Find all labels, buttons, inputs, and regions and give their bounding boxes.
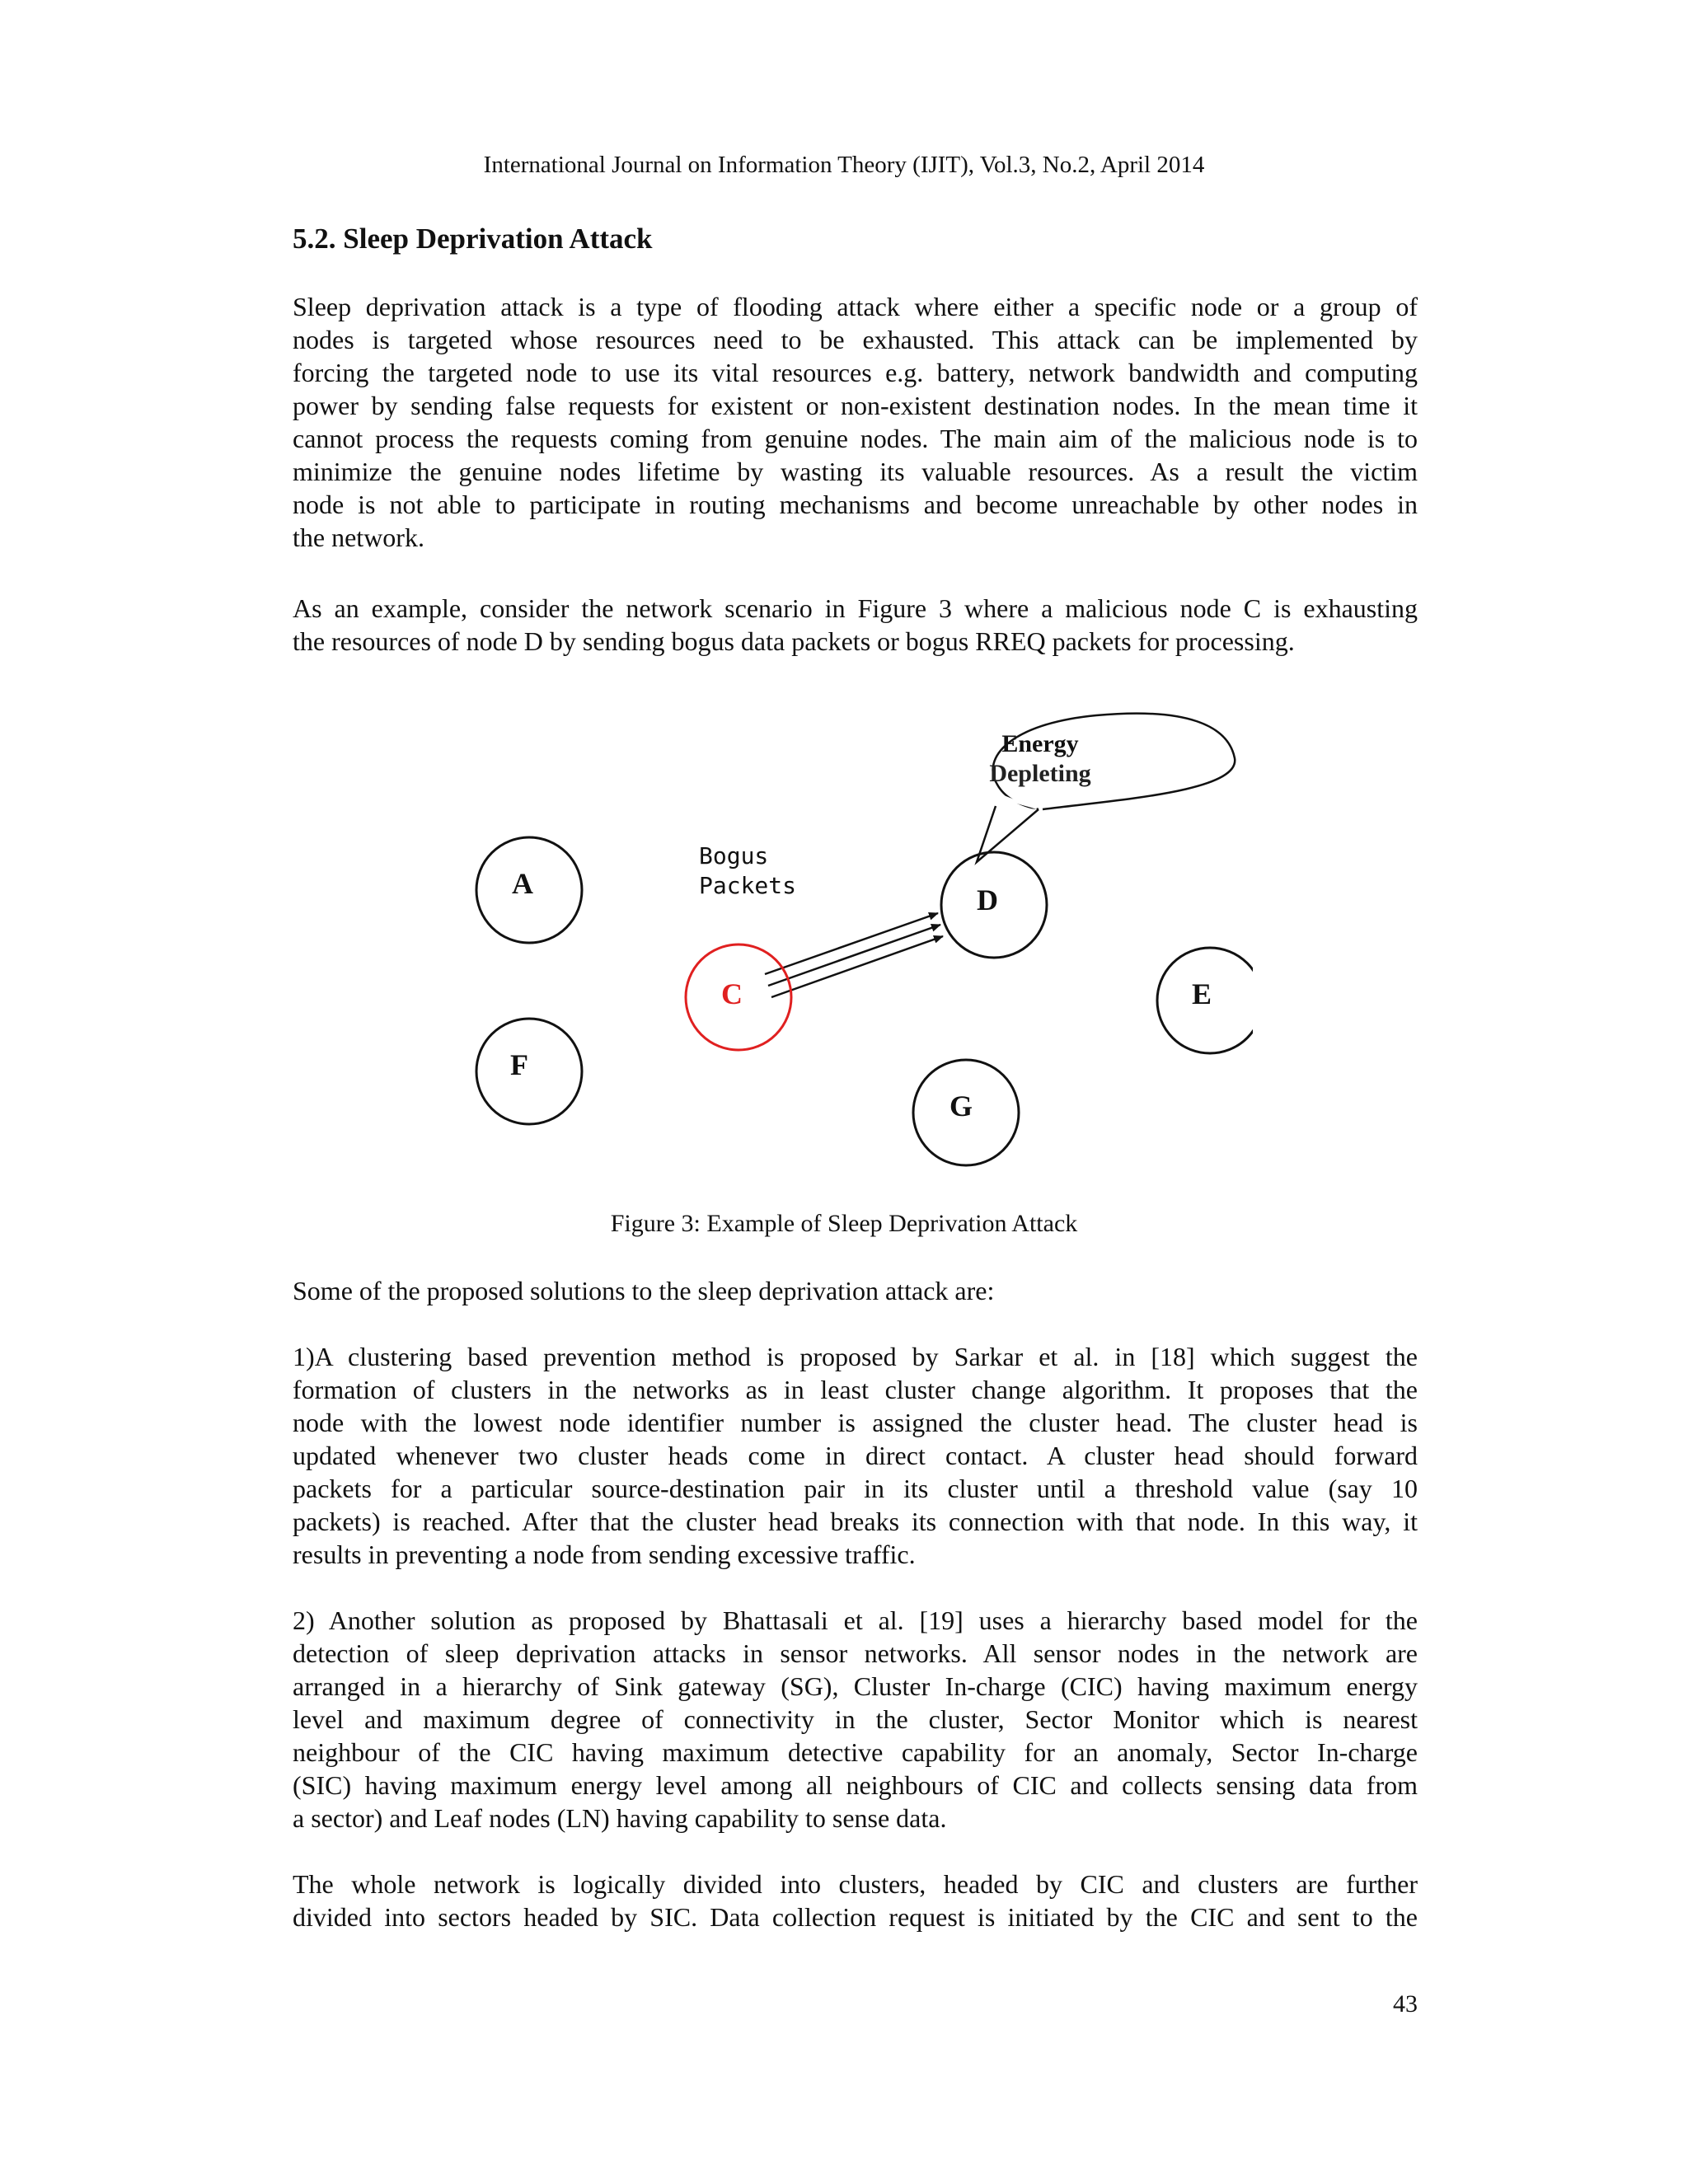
paragraph-line: forcing the targeted node to use its vital resources e.g. battery, network bandwidth and computing bbox=[293, 358, 1418, 387]
paragraph-line: 2) Another solution as proposed by Bhattasali et al. [19] uses a hierarchy based model for the bbox=[293, 1605, 1418, 1635]
paragraph-line: packets for a particular source-destination pair in its cluster until a threshold value (say 10 bbox=[293, 1474, 1418, 1503]
paragraph-4 bbox=[293, 1340, 1418, 1571]
paragraph-line: power by sending false requests for existent or non-existent destination nodes. In the mean time it bbox=[293, 391, 1418, 420]
figure-caption: Figure 3: Example of Sleep Deprivation Attack bbox=[610, 1210, 1078, 1237]
paragraph-line: cannot process the requests coming from genuine nodes. The main aim of the malicious node is to bbox=[293, 424, 1418, 453]
callout-text-line1: Energy bbox=[1001, 730, 1079, 757]
paragraph-line: Sleep deprivation attack is a type of flooding attack where either a specific node or a group of bbox=[293, 292, 1418, 321]
paragraph-line: As an example, consider the network scenario in Figure 3 where a malicious node C is exhausting bbox=[293, 593, 1418, 623]
paragraph-line: the network. bbox=[293, 523, 424, 552]
paragraph-5 bbox=[293, 1604, 1418, 1835]
paragraph-line: level and maximum degree of connectivity in the cluster, Sector Monitor which is nearest bbox=[293, 1704, 1418, 1734]
node-f bbox=[476, 1019, 582, 1124]
paragraph-6 bbox=[293, 1868, 1418, 1933]
journal-header: International Journal on Information Theory (IJIT), Vol.3, No.2, April 2014 bbox=[483, 152, 1205, 178]
node-g bbox=[913, 1060, 1019, 1165]
paragraph-line: a sector) and Leaf nodes (LN) having capability to sense data. bbox=[293, 1803, 947, 1833]
paragraph-line: the resources of node D by sending bogus data packets or bogus RREQ packets for processing. bbox=[293, 626, 1295, 656]
page-number: 43 bbox=[1393, 1990, 1418, 2018]
callout-text-line2: Depleting bbox=[989, 760, 1091, 787]
paragraph-line: (SIC) having maximum energy level among all neighbours of CIC and collects sensing data from bbox=[293, 1770, 1418, 1800]
paragraph-line: updated whenever two cluster heads come in direct contact. A cluster head should forward bbox=[293, 1441, 1418, 1470]
node-label: F bbox=[510, 1048, 528, 1081]
node-e bbox=[1157, 948, 1253, 1053]
paragraph-3 bbox=[293, 1274, 1418, 1307]
node-label: C bbox=[721, 977, 743, 1010]
packet-arrow bbox=[768, 925, 940, 986]
paragraph-line: Some of the proposed solutions to the sleep deprivation attack are: bbox=[293, 1276, 995, 1305]
paragraph-line: neighbour of the CIC having maximum detective capability for an anomaly, Sector In-charge bbox=[293, 1737, 1418, 1767]
bogus-label-line2: Packets bbox=[699, 872, 797, 899]
paragraph-line: detection of sleep deprivation attacks in sensor networks. All sensor nodes in the network are bbox=[293, 1638, 1418, 1668]
node-a bbox=[476, 837, 582, 943]
paragraph-line: divided into sectors headed by SIC. Data collection request is initiated by the CIC and sent to the bbox=[293, 1902, 1418, 1932]
node-label: G bbox=[949, 1090, 973, 1122]
paragraph-line: nodes is targeted whose resources need to be exhausted. This attack can be implemented by bbox=[293, 325, 1418, 354]
paragraph-line: results in preventing a node from sending excessive traffic. bbox=[293, 1540, 916, 1569]
paragraph-line: packets) is reached. After that the cluster head breaks its connection with that node. In this way, it bbox=[293, 1507, 1418, 1536]
node-label: E bbox=[1191, 977, 1212, 1010]
paragraph-line: The whole network is logically divided into clusters, headed by CIC and clusters are further bbox=[293, 1869, 1418, 1899]
network-diagram bbox=[462, 709, 1253, 1170]
node-d bbox=[941, 852, 1047, 958]
paragraph-line: arranged in a hierarchy of Sink gateway (SG), Cluster In-charge (CIC) having maximum energy bbox=[293, 1671, 1418, 1701]
paragraph-2 bbox=[293, 592, 1418, 658]
section-title: 5.2. Sleep Deprivation Attack bbox=[293, 223, 653, 255]
node-label: A bbox=[512, 867, 533, 900]
packet-arrow bbox=[765, 913, 938, 974]
bogus-label-line1: Bogus bbox=[699, 842, 769, 869]
node-label: D bbox=[977, 883, 998, 916]
paragraph-line: minimize the genuine nodes lifetime by wasting its valuable resources. As a result the victim bbox=[293, 457, 1418, 486]
figure-3 bbox=[462, 709, 1253, 1170]
packet-arrow bbox=[771, 936, 943, 997]
paragraph-line: 1)A clustering based prevention method is proposed by Sarkar et al. in [18] which suggest the bbox=[293, 1342, 1418, 1371]
paragraph-line: node is not able to participate in routing mechanisms and become unreachable by other nodes in bbox=[293, 490, 1418, 519]
paragraph-line: node with the lowest node identifier number is assigned the cluster head. The cluster head is bbox=[293, 1408, 1418, 1437]
paragraph-1 bbox=[293, 290, 1418, 554]
paragraph-line: formation of clusters in the networks as in least cluster change algorithm. It proposes that the bbox=[293, 1375, 1418, 1404]
node-c bbox=[686, 944, 791, 1050]
